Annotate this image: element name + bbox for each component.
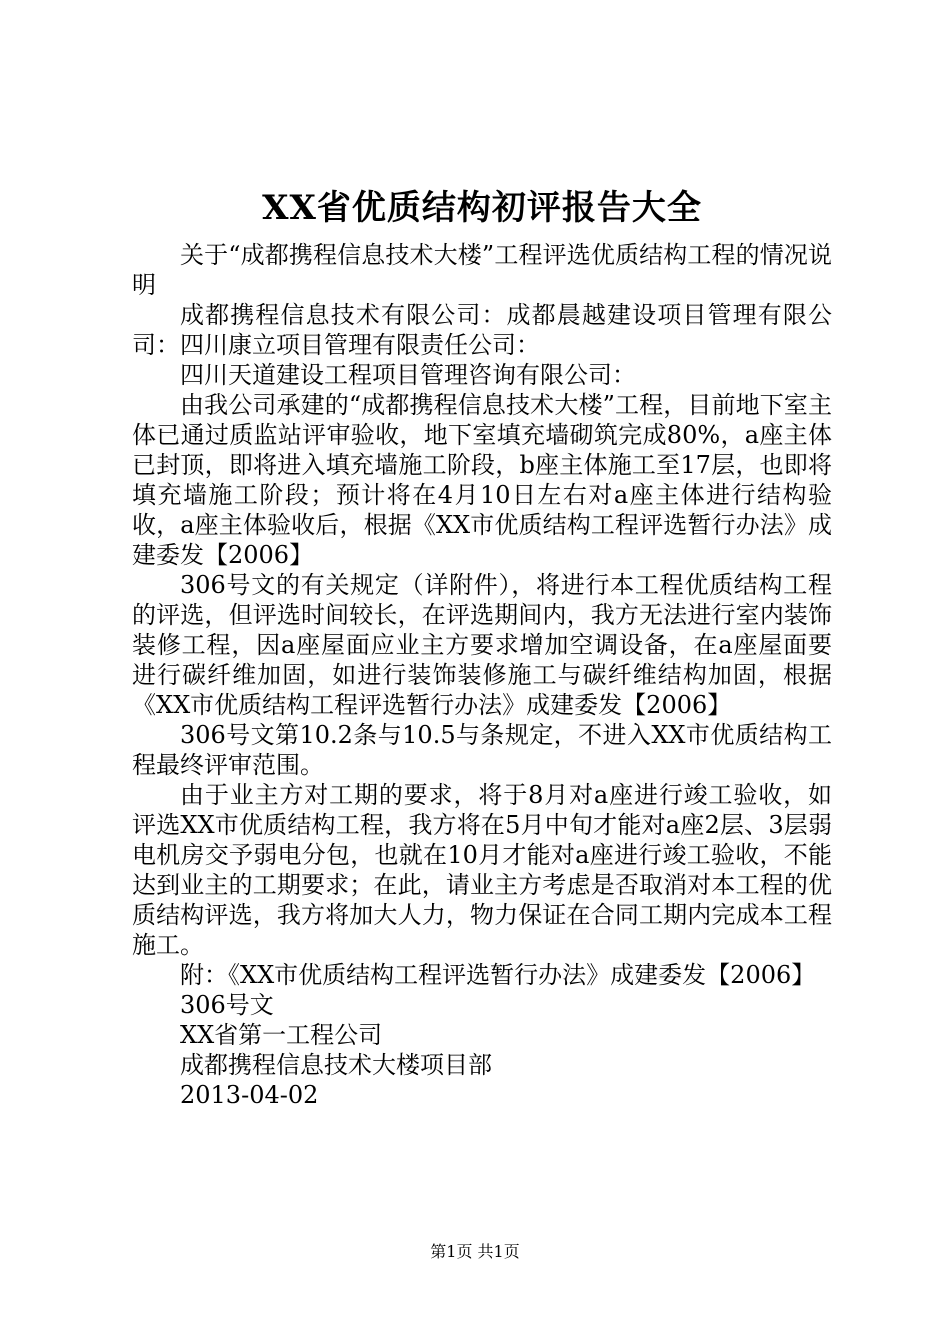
paragraph-clause: 306号文第10.2条与10.5与条规定，不进入XX市优质结构工程最终评审范围。 (132, 721, 832, 779)
closing-doc-number: 306号文 (180, 991, 274, 1019)
paragraph-attachment: 附：《XX市优质结构工程评选暂行办法》成建委发【2006】 (180, 961, 816, 989)
document-title: XX省优质结构初评报告大全 (262, 188, 702, 228)
paragraph-recipients-cont: 四川天道建设工程项目管理咨询有限公司： (180, 361, 636, 389)
document-body (132, 240, 832, 1110)
paragraph-request: 由于业主方对工期的要求，将于8月对a座进行竣工验收，如评选XX市优质结构工程，我方将在5月中旬才能对a座2层、3层弱电机房交予弱电分包，也就在10月才能对a座进行竣工验收，不能达到业主的工期要求；在此，请业主方考虑是否取消对本工程的优质结构评选，我方将加大人力，物力保证在合同工期内完成本工程施工。 (132, 781, 832, 959)
paragraph-regulation: 306号文的有关规定（详附件），将进行本工程优质结构工程的评选，但评选时间较长，在评选期间内，我方无法进行室内装饰装修工程，因a座屋面应业主方要求增加空调设备，在a座屋面要进行碳纤维加固，如进行装饰装修施工与碳纤维结构加固，根据《XX市优质结构工程评选暂行办法》成建委发【2006】 (132, 571, 832, 719)
page-footer: 第1页 共1页 (430, 1242, 520, 1261)
paragraph-recipients: 成都携程信息技术有限公司：成都晨越建设项目管理有限公司：四川康立项目管理有限责任公司： (132, 301, 832, 359)
paragraph-subject: 关于“成都携程信息技术大楼”工程评选优质结构工程的情况说明 (132, 241, 832, 299)
closing-date: 2013-04-02 (180, 1081, 319, 1109)
closing-company: XX省第一工程公司 (180, 1021, 383, 1049)
closing-department: 成都携程信息技术大楼项目部 (180, 1051, 492, 1079)
document-page (132, 182, 832, 1110)
paragraph-progress: 由我公司承建的“成都携程信息技术大楼”工程，目前地下室主体已通过质监站评审验收，地下室填充墙砌筑完成80%，a座主体已封顶，即将进入填充墙施工阶段，b座主体施工至17层，也即将填充墙施工阶段；预计将在4月10日左右对a座主体进行结构验收，a座主体验收后，根据《XX市优质结构工程评选暂行办法》成建委发【2006】 (132, 391, 832, 569)
